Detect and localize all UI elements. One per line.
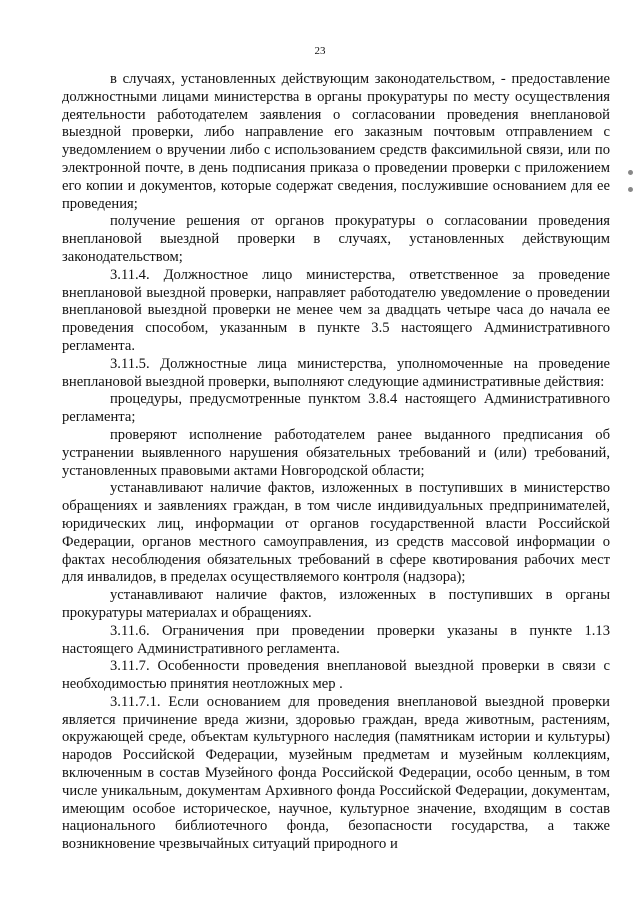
paragraph: 3.11.6. Ограничения при проведении проверки указаны в пункте 1.13 настоящего Административного регламента. [62, 622, 610, 657]
paragraph: 3.11.7.1. Если основанием для проведения внеплановой выездной проверки является причинение вреда жизни, здоровью граждан, вреда животным, растениям, окружающей среде, объектам культурного наследия (памятникам истории и культуры) народов Российской Федерации, музейным предметам и музейным коллекциям, включенным в состав Музейного фонда Российской Федерации, особо ценным, в том числе уникальным, документам Архивного фонда Российской Федерации, документам, имеющим особое историческое, научное, культурное значение, входящим в состав национального библиотечного фонда, безопасности государства, а также возникновение чрезвычайных ситуаций природного и [62, 693, 610, 853]
paragraph: устанавливают наличие фактов, изложенных в поступивших в органы прокуратуры материалах и обращениях. [62, 587, 610, 621]
paragraph: устанавливают наличие фактов, изложенных в поступивших в министерство обращениях и заявлениях граждан, в том числе индивидуальных предпринимателей, юридических лиц, информации от органов государственной власти Российской Федерации, органов местного самоуправления, из средств массовой информации о фактах несоблюдения обязательных требований в сфере квотирования рабочих мест для инвалидов, в пределах осуществляемого контроля (надзора); [62, 480, 610, 586]
scan-edge-mark [628, 170, 633, 175]
paragraph: получение решения от органов прокуратуры о согласовании проведения внеплановой выездной проверки в случаях, установленных действующим законодательством; [62, 213, 610, 265]
paragraph: 3.11.4. Должностное лицо министерства, ответственное за проведение внеплановой выездной проверки, направляет работодателю уведомление о проведении внеплановой выездной проверки не менее чем за двадцать четыре часа до начала ее проведения способом, указанным в пункте 3.5 настоящего Административного регламента. [62, 266, 610, 354]
paragraph: 3.11.7. Особенности проведения внеплановой выездной проверки в связи с необходимостью принятия неотложных мер . [62, 658, 610, 693]
document-body [62, 71, 610, 854]
paragraph: процедуры, предусмотренные пунктом 3.8.4 настоящего Административного регламента; [62, 391, 610, 426]
paragraph: проверяют исполнение работодателем ранее выданного предписания об устранении выявленного нарушения обязательных требований и (или) требований, установленных правовыми актами Новгородской области; [62, 426, 610, 479]
paragraph: в случаях, установленных действующим законодательством, - предоставление должностными лицами министерства в органы прокуратуры по месту осуществления деятельности работодателем заявления о согласовании проведения внеплановой выездной проверки, либо направление его заказным почтовым отправлением с уведомлением о вручении либо с использованием средств факсимильной связи, или по электронной почте, в день подписания приказа о проведении проверки с приложением его копии и документов, которые содержат сведения, послужившие основанием для ее проведения; [62, 71, 610, 212]
page-number: 23 [314, 45, 326, 57]
paragraph: 3.11.5. Должностные лица министерства, уполномоченные на проведение внеплановой выездной проверки, выполняют следующие административные действия: [62, 355, 610, 390]
scan-edge-mark [628, 187, 633, 192]
